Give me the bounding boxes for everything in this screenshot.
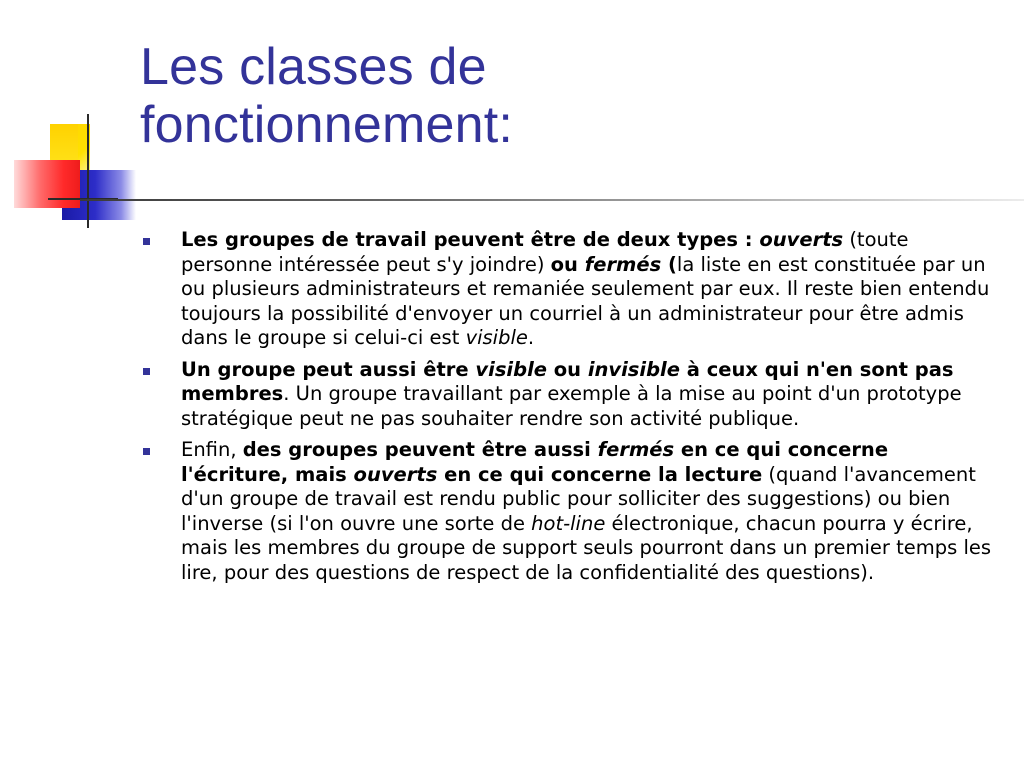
bullet-2-text-ou: ou [546,357,588,381]
corner-decoration-vertical-line [87,114,89,228]
corner-decoration-red-square [14,160,80,208]
bullet-1-text: (toute personne intéressée peut s'y joindre) [181,228,909,276]
bullet-2-text-visible: visible [475,357,547,381]
bullet-item-3 [140,438,992,585]
bullet-2-text-body: . Un groupe travaillant par exemple à la mise au point d'un prototype stratégique peut ne pas souhaiter rendre son activité publique. [181,382,962,430]
square-bullet-icon [143,368,150,375]
bullet-1-text-body: la liste en est constituée par un ou plusieurs administrateurs et remaniée seulement par eux. Il reste bien entendu toujours la possibilité d'envoyer un courriel à un administrateur pour être admis dans le groupe si celui-ci est [181,252,990,349]
bullet-item-1 [140,228,992,351]
bullet-2-text-bold-end: à ceux qui n'en sont pas membres [181,357,954,405]
bullet-1-text-end: . [527,326,535,349]
bullet-1-text-fermes: fermés [584,252,662,276]
bullet-3-text-bold-2: en ce qui concerne l'écriture, mais [181,438,889,486]
slide-title-line-2: fonctionnement: [140,96,514,154]
bullet-1-text-ouverts: ouverts [759,228,844,251]
bullet-1-text-bold: Les groupes de travail peuvent être de deux types : [181,228,760,251]
bullet-3-text-end: électronique, chacun pourra y écrire, mais les membres du groupe de support seuls pourront dans un premier temps les lire, pour des questions de respect de la confidentialité des questions). [181,511,992,584]
bullet-1-text-ou: ou [550,252,585,276]
slide-title-line-1: Les classes de [140,38,487,96]
bullet-3-text-hotline: hot-line [531,511,606,535]
bullet-3-text-bold: des groupes peuvent être aussi [242,438,598,461]
bullet-3-text-fermes: fermés [597,438,675,461]
bullet-list [140,228,992,592]
bullet-2-text-bold: Un groupe peut aussi être [181,357,476,381]
bullet-3-text-enfin: Enfin, [181,438,243,461]
bullet-2-text-invisible: invisible [587,357,680,381]
bullet-1-text-visible: visible [465,326,528,349]
square-bullet-icon [143,448,150,455]
bullet-3-text-body: (quand l'avancement d'un groupe de travail est rendu public pour solliciter des suggestions) ou bien l'inverse (si l'on ouvre une sorte de [181,462,976,535]
bullet-3-text-bold-3: en ce qui concerne la lecture [437,462,763,486]
bullet-item-2 [140,358,992,432]
title-underline-rule [80,199,1024,201]
bullet-1-text-paren: ( [661,252,677,276]
square-bullet-icon [143,238,150,245]
slide-title [140,38,1000,154]
bullet-3-text-ouverts: ouverts [353,462,438,486]
